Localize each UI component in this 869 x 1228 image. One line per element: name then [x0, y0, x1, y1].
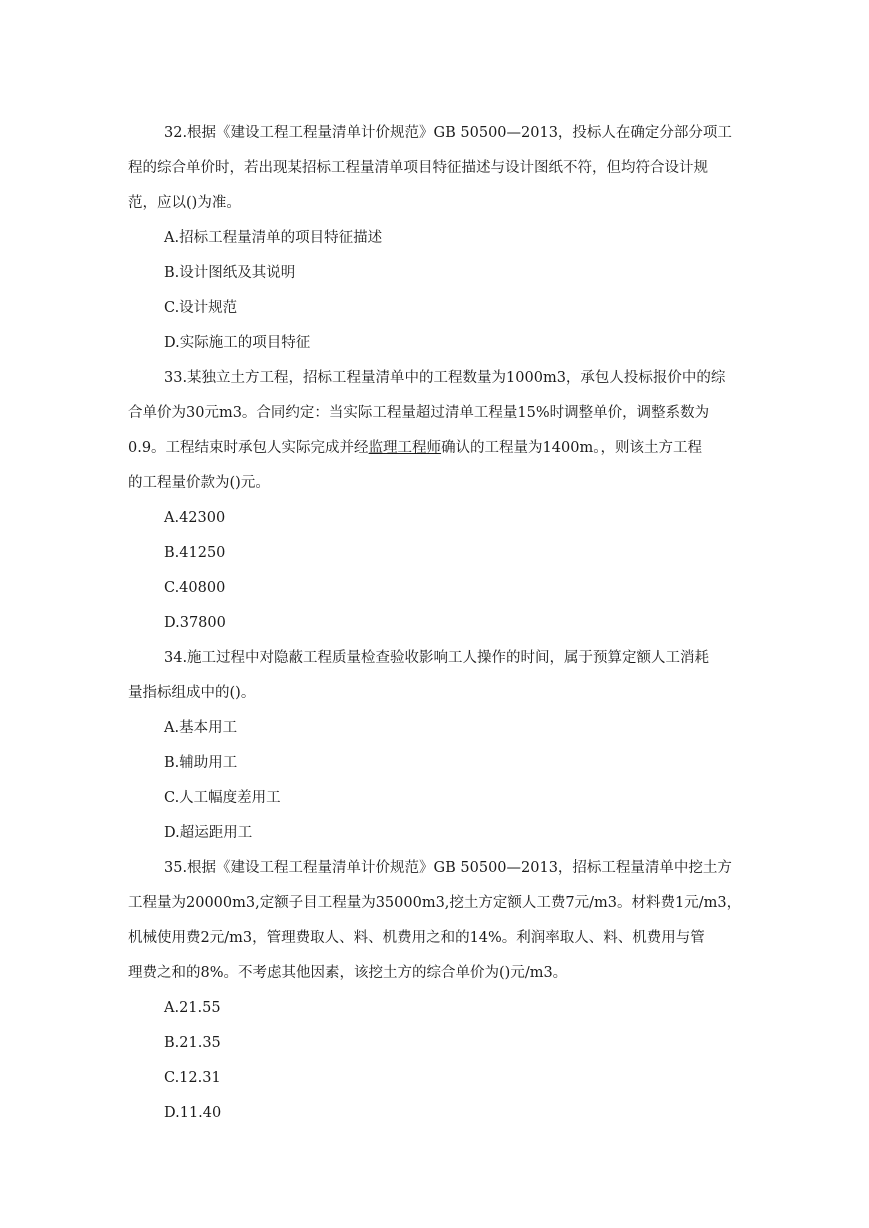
question-35 [128, 851, 748, 1131]
question-text-line: 33.某独立土方工程，招标工程量清单中的工程数量为1000m3，承包人投标报价中的综 [164, 370, 726, 386]
question-text-line: 工程量为20000m3,定额子目工程量为35000m3,挖土方定额人工费7元/m3。材料费1元/m3， [128, 895, 742, 911]
question-text-line: 合单价为30元m3。合同约定：当实际工程量超过清单工程量15%时调整单价，调整系数为 [128, 405, 710, 421]
option-a: A.招标工程量清单的项目特征描述 [164, 230, 383, 246]
question-32 [128, 116, 748, 361]
question-text-line: 的工程量价款为()元。 [128, 475, 270, 491]
question-text-segment: 确认的工程量为1400m。，则该土方工程 [441, 440, 702, 456]
question-text-line: 理费之和的8%。不考虑其他因素，该挖土方的综合单价为()元/m3。 [128, 965, 568, 981]
question-text-line: 35.根据《建设工程工程量清单计价规范》GB 50500—2013，招标工程量清单中挖土方 [164, 860, 732, 876]
underlined-term: 监理工程师 [368, 440, 442, 456]
question-text-line: 34.施工过程中对隐蔽工程质量检查验收影响工人操作的时间，属于预算定额人工消耗 [164, 650, 710, 666]
question-text-line: 范，应以()为准。 [128, 195, 241, 211]
option-b: B.41250 [164, 545, 226, 561]
option-b: B.设计图纸及其说明 [164, 265, 296, 281]
question-text-line: 程的综合单价时，若出现某招标工程量清单项目特征描述与设计图纸不符，但均符合设计规 [128, 160, 708, 176]
question-34 [128, 641, 748, 851]
option-d: D.实际施工的项目特征 [164, 335, 311, 351]
question-text-line: 机械使用费2元/m3，管理费取人、料、机费用之和的14%。利润率取人、料、机费用与管 [128, 930, 705, 946]
option-c: C.40800 [164, 580, 226, 596]
option-c: C.人工幅度差用工 [164, 790, 281, 806]
option-d: D.11.40 [164, 1105, 222, 1121]
option-b: B.辅助用工 [164, 755, 238, 771]
question-text-line: 量指标组成中的()。 [128, 685, 256, 701]
option-a: A.21.55 [164, 1000, 221, 1016]
option-a: A.42300 [164, 510, 226, 526]
document-body [128, 116, 748, 1131]
option-c: C.设计规范 [164, 300, 238, 316]
question-text-segment: 0.9。工程结束时承包人实际完成并经 [128, 440, 369, 456]
option-d: D.超运距用工 [164, 825, 253, 841]
option-a: A.基本用工 [164, 720, 238, 736]
question-text-line [128, 431, 748, 466]
option-c: C.12.31 [164, 1070, 221, 1086]
question-33 [128, 361, 748, 641]
option-b: B.21.35 [164, 1035, 221, 1051]
question-text-line: 32.根据《建设工程工程量清单计价规范》GB 50500—2013，投标人在确定分部分项工 [164, 125, 732, 141]
option-d: D.37800 [164, 615, 226, 631]
